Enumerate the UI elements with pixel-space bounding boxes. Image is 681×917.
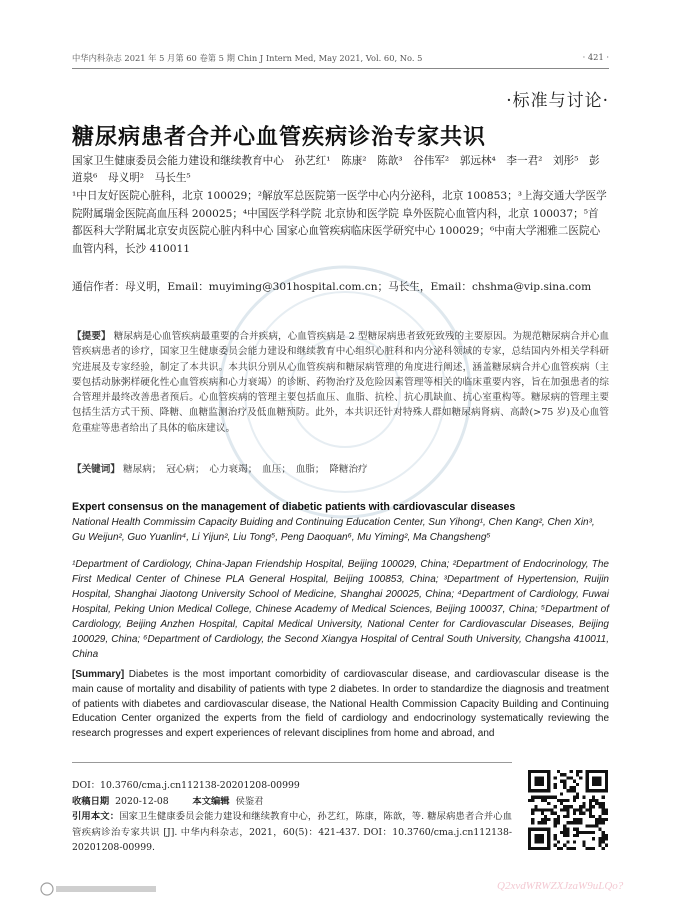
header-rule (72, 68, 609, 69)
footnote-rule (72, 762, 512, 763)
editor-name: 侯鉴君 (235, 795, 264, 807)
summary-text: Diabetes is the most important comorbidity of cardiovascular disease, and cardiovascular disease is the main cause of mortality and disability of patients with type 2 diabetes. In order to standardize the diagnosis and treatment of patients with diabetes and cardiovascular disease, the National Health Commission Capacity Building and Continuing Education Center organized the experts from the field of cardiology and endocrinology systematically reviewing the research progresses and expert experiences of relevant disciplines from home and abroad, and (72, 669, 610, 740)
en-summary (72, 668, 609, 742)
watermark-id: Q2xvdWRWZXJzaW9uLQo? (497, 880, 624, 892)
cn-authors: 国家卫生健康委员会能力建设和继续教育中心 孙艺红¹ 陈康² 陈歆³ 谷伟军² 郭远林⁴ 李一君² 刘彤⁵ 彭道泉⁶ 母义明² 马长生⁵ (72, 155, 600, 184)
article-title: 糖尿病患者合并心血管疾病诊治专家共识 (72, 124, 487, 150)
running-header (72, 52, 609, 64)
received-date: 2020-12-08 (115, 795, 169, 807)
article-footer (72, 778, 512, 856)
en-affiliations: ¹Department of Cardiology, China-Japan Friendship Hospital, Beijing 100029, China; ²Department of Endocrinology, The First Medical Center of Chinese PLA General Hospital, Beijing 100853, China; ³Department of Hypertension, Ruijin Hospital, Shanghai Jiaotong University School of Medicine, Shanghai 200025, China; ⁴Department of Cardiology, Fuwai Hospital, Peking Union Medical College, Chinese Academy of Medical Sciences, Beijing 100037, China; ⁵Department of Cardiology, Beijing Anzhen Hospital, Capital Medical University, National Center for Cardiovascular Diseases, Beijing 100029, China; ⁶Department of Cardiology, the Second Xiangya Hospital of Central South University, Changsha 410011, China (72, 559, 609, 660)
running-head: 中华内科杂志 2021 年 5 月第 60 卷第 5 期 Chin J Intern Med, May 2021, Vol. 60, No. 5 (72, 53, 423, 63)
citation-line (72, 809, 512, 856)
section-label: ·标准与讨论· (506, 91, 609, 111)
en-authors: National Health Commissim Capacity Buiding and Continuing Education Center, Sun Yihong¹, Chen Kang², Chen Xin³, Gu Weijun², Guo Yuanlin⁴, Li Yijun², Liu Tong⁵, Peng Daoquan⁶, Mu Yiming², Ma Changsheng⁵ (72, 517, 595, 543)
qr-code (528, 770, 608, 850)
keywords-text: 糖尿病； 冠心病； 心力衰竭； 血压； 血脂； 降糖治疗 (123, 464, 368, 475)
cn-keywords (72, 461, 609, 475)
received-label: 收稿日期 (72, 795, 110, 807)
en-title: Expert consensus on the management of diabetic patients with cardiovascular diseases (72, 501, 516, 513)
page-number: · 421 · (582, 52, 609, 62)
summary-label: [Summary] (72, 669, 125, 680)
citation-text: 国家卫生健康委员会能力建设和继续教育中心，孙艺红，陈康，陈歆，等. 糖尿病患者合并心血管疾病诊治专家共识 [J]. 中华内科杂志，2021，60(5)：421-437. DOI：10.3760/cma.j.cn112138-20201208-00999. (72, 811, 512, 853)
editor-label: 本文编辑 (192, 795, 230, 807)
keywords-label: 【关键词】 (72, 464, 120, 475)
doi-line: DOI：10.3760/cma.j.cn112138-20201208-00999 (72, 780, 300, 791)
abstract-text: 糖尿病是心血管疾病最重要的合并疾病，心血管疾病是 2 型糖尿病患者致死致残的主要原因。为规范糖尿病合并心血管疾病患者的诊疗，国家卫生健康委员会能力建设和继续教育中心组织心脏科和内分泌科领域的专家，总结国内外相关学科研究进展及专家经验，制定了本共识。本共识分别从心血管疾病和糖尿病管理的角度进行阐述，涵盖糖尿病合并心血管疾病（主要包括动脉粥样硬化性心血管疾病和心力衰竭）的诊断、药物治疗及危险因素管理等相关的临床重要内容，旨在加强患者的综合管理并最终改善患者预后。心血管疾病的管理主要包括血压、血脂、抗栓、抗心肌缺血、抗心室重构等。糖尿病的管理主要包括生活方式干预、降糖、血糖监测治疗及低血糖预防。此外，本共识还针对特殊人群如糖尿病肾病、高龄(>75 岁)及心血管危重症等患者给出了具体的临床建议。 (72, 331, 609, 434)
received-line (72, 794, 512, 810)
cn-corresponding-author: 通信作者：母义明，Email：muyiming@301hospital.com.cn；马长生，Email：chshma@vip.sina.com (72, 281, 592, 293)
citation-label: 引用本文： (72, 811, 120, 822)
cn-abstract (72, 329, 609, 436)
abstract-label: 【提要】 (72, 331, 111, 342)
publisher-logo (40, 882, 160, 896)
cn-affiliations: ¹中日友好医院心脏科，北京 100029；²解放军总医院第一医学中心内分泌科，北京 100853；³上海交通大学医学院附属瑞金医院高血压科 200025；⁴中国医学科学院 北京协和医学院 阜外医院心血管内科，北京 100037；⁵首都医科大学附属北京安贞医院心脏内科中心 国家心血管疾病临床医学研究中心 100029；⁶中南大学湘雅二医院心血管内科，长沙 410011 (72, 190, 607, 255)
